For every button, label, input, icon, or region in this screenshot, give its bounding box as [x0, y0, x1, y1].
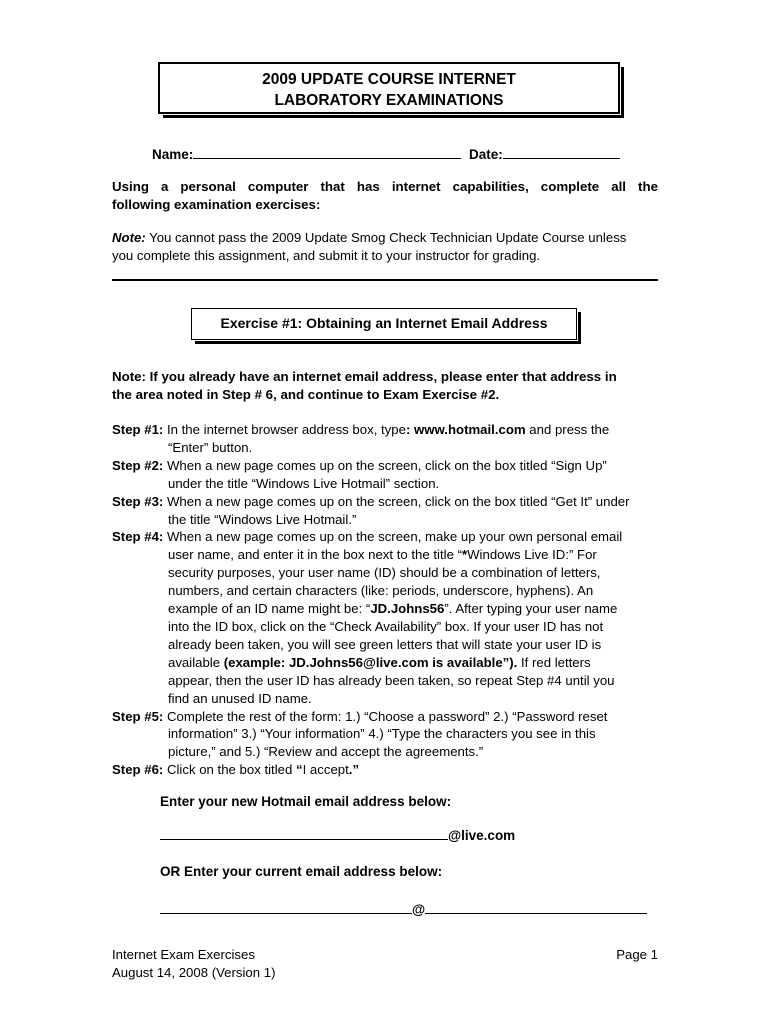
exercise-title-box — [191, 308, 577, 340]
hotmail-suffix: @live.com — [448, 828, 516, 843]
steps-list — [112, 421, 672, 779]
step-1-label: Step #1: — [112, 422, 164, 437]
step-3-text-2: the title “Windows Live Hotmail.” — [168, 511, 357, 527]
name-label: Name: — [152, 147, 194, 162]
intro-line-2: following examination exercises: — [112, 197, 321, 212]
step-6 — [112, 761, 672, 779]
current-email-label: OR Enter your current email address below: — [160, 864, 443, 879]
step-5-label: Step #5: — [112, 708, 164, 724]
step-5-text-c: picture,” and 5.) “Review and accept the agreements.” — [168, 744, 484, 760]
step-4-text-h2: If red letters — [517, 654, 591, 670]
step-1-url: : www.hotmail.com — [405, 422, 526, 437]
step-4-text-e2: ”. After typing your user name — [444, 601, 618, 617]
step-2-label: Step #2: — [112, 457, 164, 473]
intro-paragraph — [112, 178, 658, 214]
name-field[interactable] — [193, 145, 461, 159]
step-4-text-c: security purposes, your user name (ID) should be a combination of letters, — [168, 565, 601, 581]
step-1-text-end: and press the — [525, 422, 610, 437]
step-5-text: Complete the rest of the form: 1.) “Choose a password” 2.) “Password reset — [163, 708, 608, 724]
exercise-title: Exercise #1: Obtaining an Internet Email Address — [220, 315, 548, 331]
step-6-quote-open: “ — [296, 762, 303, 778]
step-4-text: When a new page comes up on the screen, make up your own personal email — [163, 529, 623, 545]
step-6-accept-text: I accept — [302, 762, 349, 778]
step-4-text-b2: Windows Live ID:” For — [467, 547, 597, 563]
page-footer — [112, 946, 658, 982]
exercise-note-line-1: Note: If you already have an internet email address, please enter that address in — [112, 369, 617, 384]
step-4-text-f: into the ID box, click on the “Check Availability” box. If your user ID has not — [168, 618, 604, 634]
step-4-text-d: numbers, and certain characters (like: periods, underscore, hyphens). An — [168, 583, 594, 599]
footer-line-1: Internet Exam Exercises — [112, 947, 255, 962]
step-6-quote-close: .” — [348, 762, 360, 778]
note-paragraph — [112, 229, 658, 265]
step-3-label: Step #3: — [112, 493, 164, 509]
note-line-1: You cannot pass the 2009 Update Smog Check Technician Update Course unless — [145, 230, 627, 245]
step-4-text-b: user name, and enter it in the box next to the title “ — [168, 547, 462, 563]
title-line-2: LABORATORY EXAMINATIONS — [274, 92, 504, 109]
step-4-text-h: available — [168, 654, 224, 670]
step-4-text-i: appear, then the user ID has already been taken, so repeat Step #4 until you — [168, 672, 615, 688]
step-1-text-2: “Enter” button. — [168, 439, 253, 455]
section-divider — [112, 279, 658, 281]
step-4-text-g: already been taken, you will see green letters that will state your user ID is — [168, 636, 602, 652]
current-email-row — [160, 900, 647, 917]
at-symbol: @ — [412, 902, 426, 917]
step-3 — [112, 493, 672, 529]
hotmail-entry-row — [160, 826, 515, 843]
note-label: Note: — [112, 230, 146, 245]
step-6-text: Click on the box titled — [163, 762, 296, 778]
step-4-text-j: find an unused ID name. — [168, 690, 312, 706]
page-number: Page 1 — [616, 947, 658, 962]
exercise-note-line-2: the area noted in Step # 6, and continue to Exam Exercise #2. — [112, 387, 500, 402]
step-2 — [112, 457, 672, 493]
step-4-example-id: JD.Johns56 — [370, 601, 445, 617]
step-5 — [112, 708, 672, 762]
date-field[interactable] — [503, 145, 620, 159]
hotmail-address-field[interactable] — [160, 826, 448, 840]
step-6-label: Step #6: — [112, 762, 164, 778]
step-4 — [112, 528, 672, 707]
step-2-text-2: under the title “Windows Live Hotmail” section. — [168, 475, 440, 491]
step-5-text-b: information” 3.) “Your information” 4.) “Type the characters you see in this — [168, 726, 596, 742]
current-email-domain-field[interactable] — [425, 900, 647, 914]
date-label: Date: — [469, 147, 503, 162]
footer-line-2: August 14, 2008 (Version 1) — [112, 965, 276, 980]
step-1 — [112, 421, 672, 457]
exercise-note — [112, 368, 658, 404]
step-4-text-e: example of an ID name might be: “ — [168, 601, 371, 617]
step-3-text: When a new page comes up on the screen, click on the box titled “Get It” under — [163, 493, 630, 509]
document-title-box — [158, 62, 620, 114]
step-1-text: In the internet browser address box, type — [163, 422, 406, 437]
step-4-example-email: (example: JD.Johns56@live.com is available”). — [223, 654, 518, 670]
current-email-user-field[interactable] — [160, 900, 412, 914]
note-line-2: you complete this assignment, and submit it to your instructor for grading. — [112, 248, 541, 263]
hotmail-entry-label: Enter your new Hotmail email address below: — [160, 794, 452, 809]
step-4-label: Step #4: — [112, 529, 164, 545]
name-date-row — [152, 145, 620, 162]
step-2-text: When a new page comes up on the screen, click on the box titled “Sign Up” — [163, 457, 607, 473]
intro-line-1: Using a personal computer that has internet capabilities, complete all the — [112, 179, 658, 194]
title-line-1: 2009 UPDATE COURSE INTERNET — [262, 71, 516, 88]
step-4-asterisk: * — [461, 547, 468, 563]
